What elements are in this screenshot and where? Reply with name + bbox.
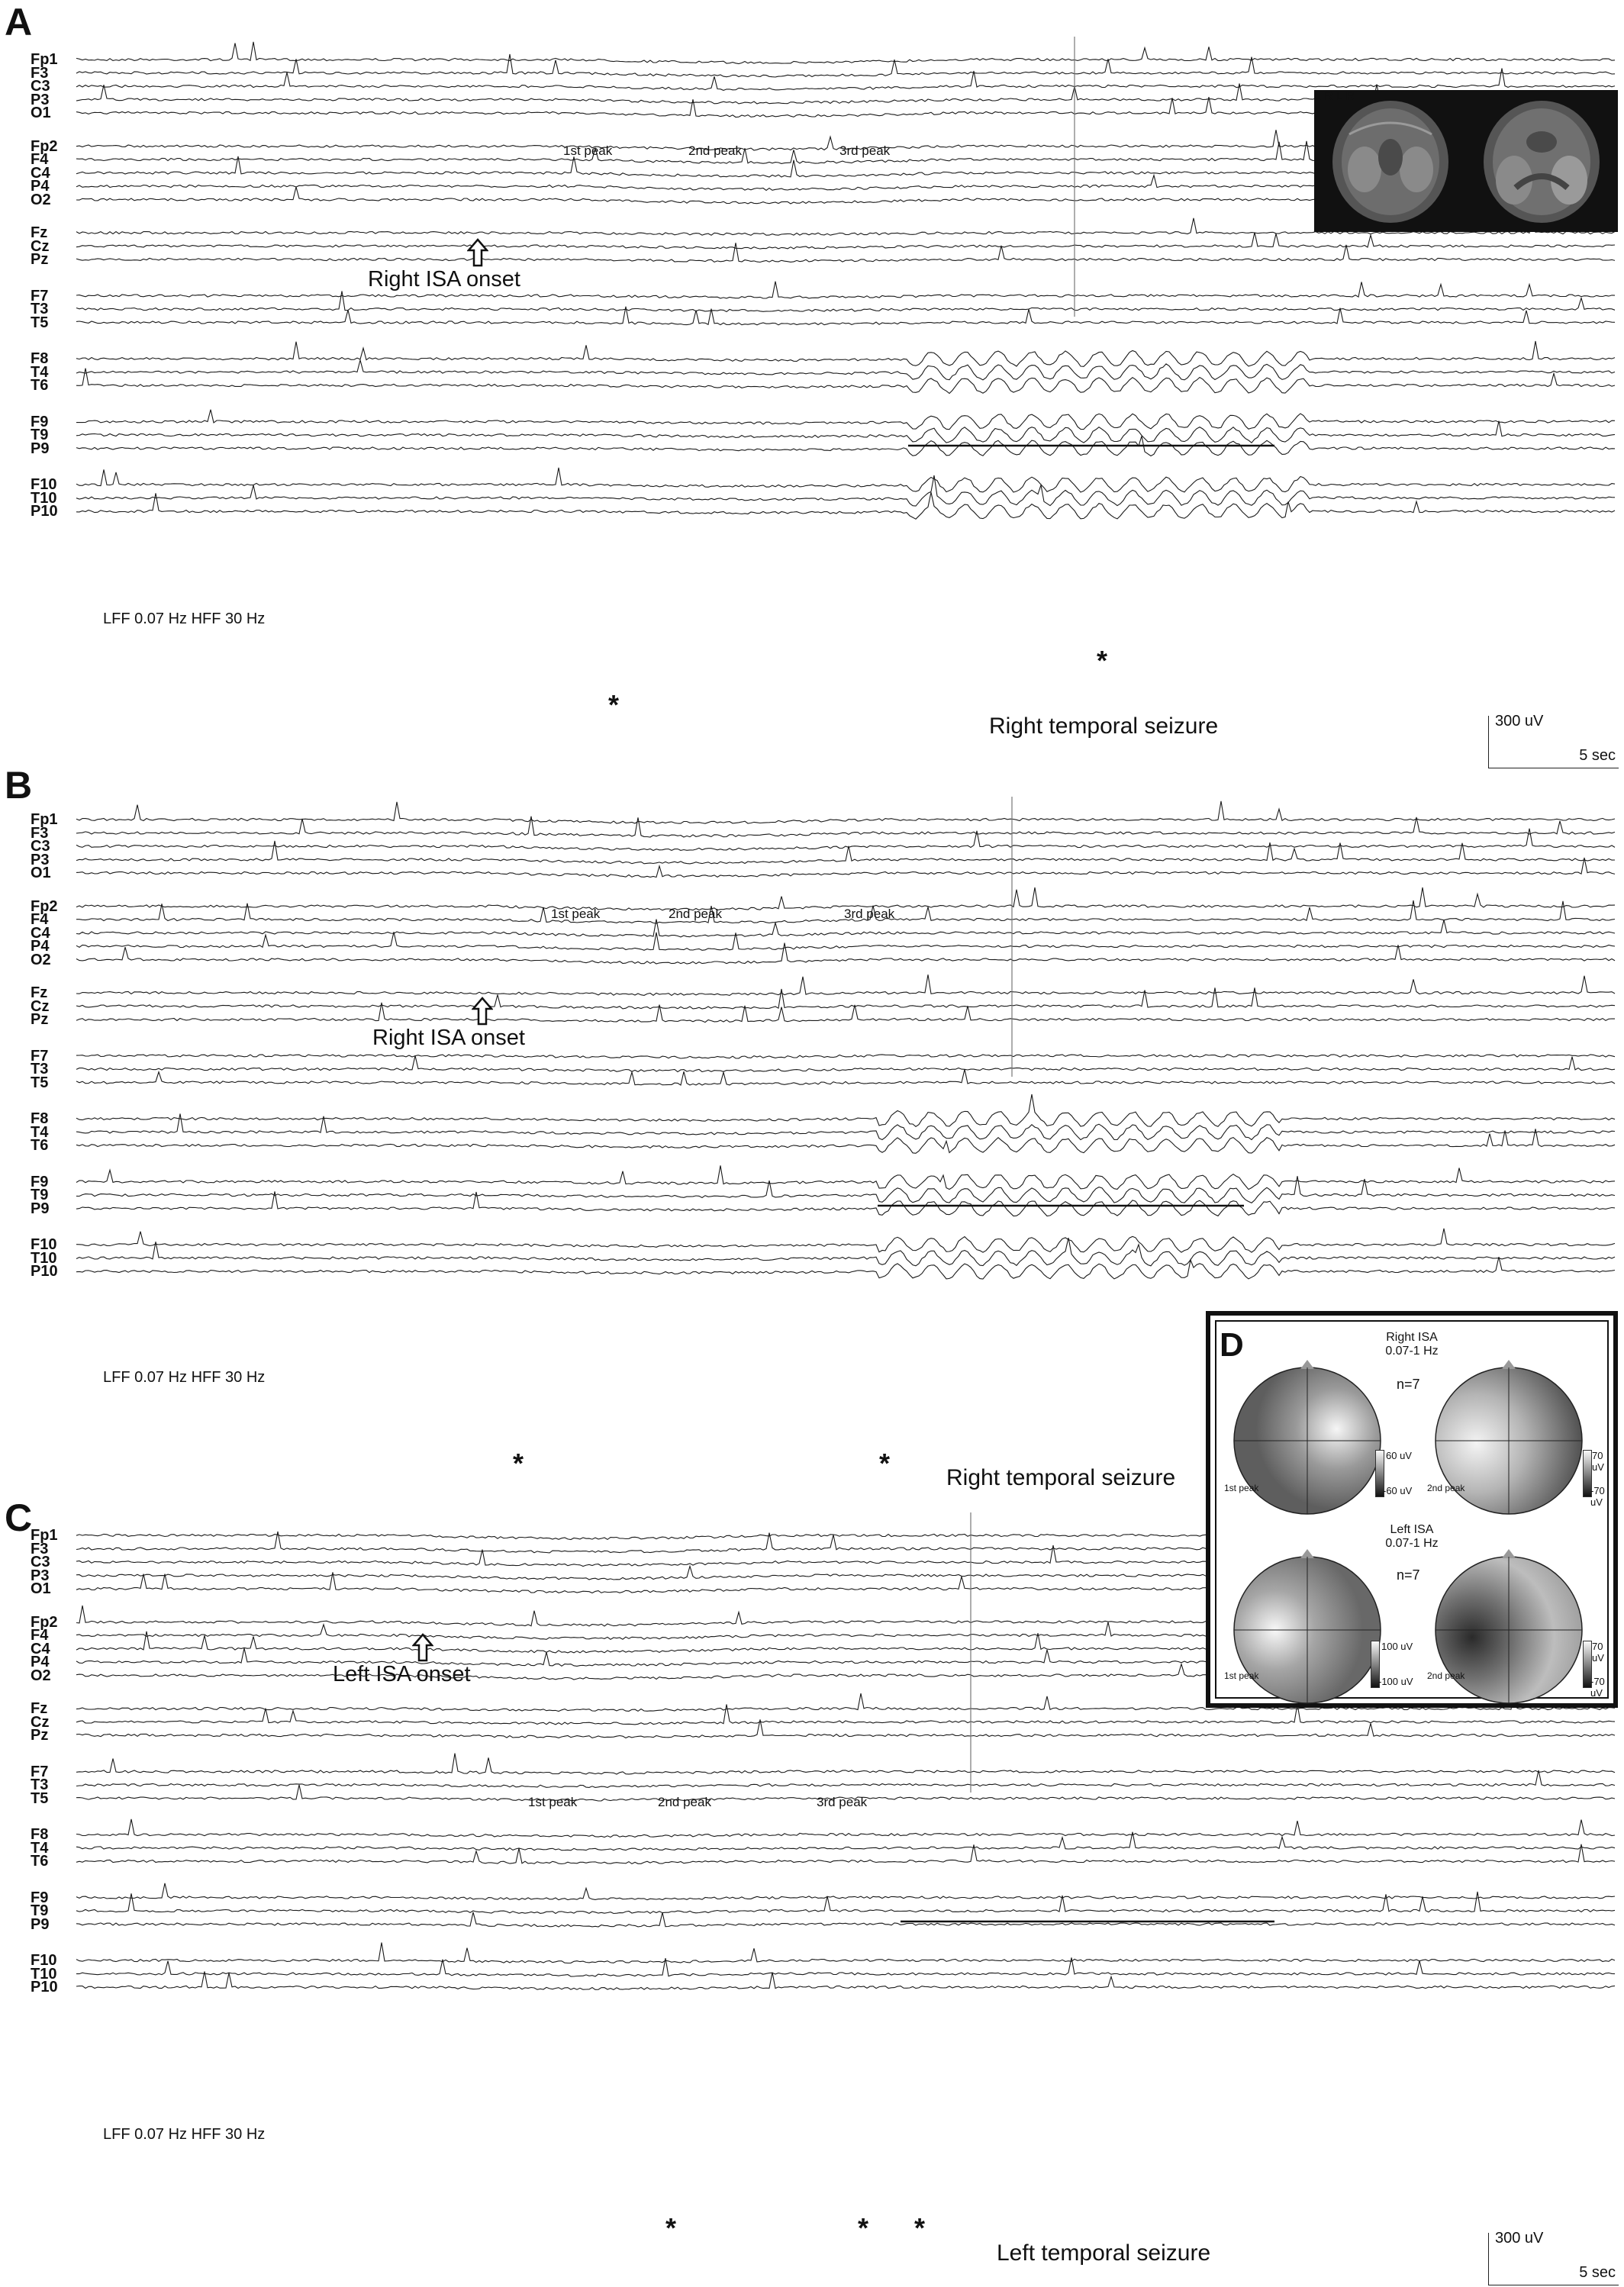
eeg-trace bbox=[76, 421, 1615, 443]
eeg-trace bbox=[76, 1943, 1615, 1963]
eeg-trace bbox=[76, 801, 1615, 823]
scale-time: 5 sec bbox=[1579, 2264, 1616, 2281]
channel-label: T3 bbox=[31, 1776, 49, 1793]
eeg-trace bbox=[76, 468, 1615, 492]
channel-label: T6 bbox=[31, 377, 49, 394]
channel-label: Fz bbox=[31, 1700, 48, 1717]
channel-label: Pz bbox=[31, 1011, 49, 1028]
eeg-trace bbox=[76, 42, 1615, 64]
peak-label-2: 2nd peak bbox=[669, 907, 722, 921]
scale-time: 5 sec bbox=[1579, 747, 1616, 764]
peak-label-2: 2nd peak bbox=[688, 143, 742, 158]
scale-bar bbox=[1488, 713, 1619, 768]
channel-label: Fp2 bbox=[31, 1613, 58, 1631]
up-arrow-icon bbox=[467, 238, 488, 267]
channel-label: T3 bbox=[31, 1061, 49, 1077]
colorbar-max: 60 uV bbox=[1386, 1450, 1412, 1461]
eeg-trace bbox=[76, 1912, 1615, 1927]
left-isa-label: Left ISA bbox=[1390, 1523, 1434, 1536]
onset-label: Left ISA onset bbox=[333, 1662, 471, 1686]
channel-label: T10 bbox=[31, 1249, 57, 1267]
asterisk-marker: * bbox=[1097, 645, 1108, 676]
channel-label: T3 bbox=[31, 301, 49, 317]
scale-bar bbox=[1488, 2230, 1619, 2285]
channel-label: T6 bbox=[31, 1137, 49, 1154]
right-isa-label: Right ISA bbox=[1386, 1331, 1438, 1344]
channel-label: T9 bbox=[31, 427, 49, 443]
colorbar-min: -70 uV bbox=[1590, 1676, 1605, 1699]
eeg-trace bbox=[76, 1754, 1615, 1774]
channel-label: F10 bbox=[31, 1236, 57, 1253]
panel-letter: D bbox=[1220, 1326, 1244, 1364]
channel-label: Pz bbox=[31, 251, 49, 268]
onset-label: Right ISA onset bbox=[368, 267, 520, 292]
channel-label: Fp2 bbox=[31, 897, 58, 915]
channel-label: Fp2 bbox=[31, 137, 58, 155]
eeg-trace bbox=[76, 1055, 1615, 1071]
channel-label: F4 bbox=[31, 151, 49, 168]
eeg-trace bbox=[76, 974, 1615, 995]
channel-label: F7 bbox=[31, 1047, 49, 1065]
channel-label: T5 bbox=[31, 314, 49, 331]
up-arrow-icon bbox=[412, 1633, 433, 1662]
channel-label: T9 bbox=[31, 1902, 49, 1919]
mri-right-marker: R bbox=[1323, 90, 1333, 103]
up-arrow-icon bbox=[472, 997, 493, 1026]
channel-label: O2 bbox=[31, 1667, 51, 1684]
channel-label: F3 bbox=[31, 64, 49, 82]
channel-label: F3 bbox=[31, 1540, 49, 1557]
second-peak-label: 2nd peak bbox=[1427, 1483, 1465, 1493]
eeg-trace bbox=[76, 1191, 1615, 1216]
channel-label: T4 bbox=[31, 1839, 49, 1857]
channel-label: C4 bbox=[31, 1640, 50, 1657]
channel-label: T9 bbox=[31, 1187, 49, 1203]
eeg-trace bbox=[76, 341, 1615, 366]
eeg-trace bbox=[76, 1770, 1615, 1788]
asterisk-marker: * bbox=[665, 2212, 677, 2244]
channel-label: P10 bbox=[31, 1979, 58, 1995]
left-isa-n: n=7 bbox=[1397, 1567, 1420, 1583]
channel-label: F4 bbox=[31, 911, 49, 928]
right-isa-title bbox=[1336, 1331, 1488, 1358]
colorbar-max: 70 uV bbox=[1592, 1641, 1604, 1664]
channel-label: F8 bbox=[31, 1110, 49, 1127]
peak-label-3: 3rd peak bbox=[844, 907, 895, 921]
channel-label: P4 bbox=[31, 938, 50, 955]
channel-label: P9 bbox=[31, 440, 50, 457]
channel-label: P4 bbox=[31, 178, 50, 195]
mri-inset bbox=[1314, 90, 1618, 232]
filter-settings: LFF 0.07 Hz HFF 30 Hz bbox=[103, 1369, 266, 1386]
channel-label: C4 bbox=[31, 164, 50, 182]
panel-letter: B bbox=[5, 764, 33, 807]
channel-label: Cz bbox=[31, 997, 50, 1015]
channel-label: Cz bbox=[31, 1713, 50, 1731]
channel-label: C3 bbox=[31, 838, 50, 855]
peak-label-1: 1st peak bbox=[563, 143, 613, 158]
asterisk-marker: * bbox=[858, 2212, 869, 2244]
colorbar-max: 70 uV bbox=[1592, 1450, 1604, 1473]
eeg-trace bbox=[76, 1069, 1615, 1085]
eeg-trace bbox=[76, 243, 1615, 262]
second-peak-label: 2nd peak bbox=[1427, 1670, 1465, 1681]
eeg-trace bbox=[76, 1257, 1615, 1279]
mri-left-marker: L bbox=[1314, 90, 1321, 103]
peak-label-2: 2nd peak bbox=[658, 1795, 711, 1809]
panel-letter: C bbox=[5, 1496, 33, 1539]
channel-label: F7 bbox=[31, 287, 49, 304]
eeg-trace bbox=[76, 841, 1615, 864]
mri-right-marker: R bbox=[1345, 90, 1355, 103]
eeg-trace bbox=[76, 492, 1615, 519]
channel-label: F8 bbox=[31, 350, 49, 367]
channel-label: O2 bbox=[31, 191, 51, 208]
asterisk-marker: * bbox=[608, 689, 620, 720]
channel-label: T5 bbox=[31, 1074, 49, 1091]
mri-slice-image bbox=[1470, 96, 1613, 226]
eeg-trace bbox=[76, 292, 1615, 312]
colorbar-min: -60 uV bbox=[1383, 1485, 1413, 1496]
onset-label: Right ISA onset bbox=[372, 1026, 525, 1050]
filter-settings: LFF 0.07 Hz HFF 30 Hz bbox=[103, 610, 266, 627]
peak-label-1: 1st peak bbox=[551, 907, 601, 921]
right-isa-n: n=7 bbox=[1397, 1377, 1420, 1392]
eeg-trace bbox=[76, 1165, 1615, 1189]
channel-label: O2 bbox=[31, 951, 51, 968]
eeg-trace bbox=[76, 920, 1615, 937]
eeg-trace bbox=[76, 1883, 1615, 1900]
channel-label: T10 bbox=[31, 1965, 57, 1983]
channel-label: P10 bbox=[31, 503, 58, 520]
eeg-trace bbox=[76, 932, 1615, 950]
channel-label: P9 bbox=[31, 1915, 50, 1933]
channel-label: F10 bbox=[31, 1952, 57, 1969]
seizure-caption: Left temporal seizure bbox=[997, 2240, 1211, 2266]
peak-label-1: 1st peak bbox=[528, 1795, 578, 1809]
channel-label: Pz bbox=[31, 1727, 49, 1744]
eeg-trace bbox=[76, 282, 1615, 298]
channel-label: Fz bbox=[31, 984, 48, 1001]
channel-label: O1 bbox=[31, 105, 51, 121]
colorbar-min: -100 uV bbox=[1378, 1676, 1413, 1687]
eeg-trace bbox=[76, 1229, 1615, 1252]
channel-label: F9 bbox=[31, 1889, 49, 1906]
mri-left-marker: L bbox=[1336, 90, 1343, 103]
eeg-trace bbox=[76, 987, 1615, 1009]
filter-settings: LFF 0.07 Hz HFF 30 Hz bbox=[103, 2126, 266, 2143]
channel-label: F10 bbox=[31, 476, 57, 493]
channel-label: O1 bbox=[31, 865, 51, 881]
eeg-trace bbox=[76, 475, 1615, 506]
channel-label: Cz bbox=[31, 237, 50, 255]
right-isa-band: 0.07-1 Hz bbox=[1385, 1345, 1439, 1358]
channel-label: F4 bbox=[31, 1627, 49, 1644]
eeg-trace bbox=[76, 360, 1615, 380]
mri-slice-image bbox=[1319, 96, 1462, 226]
asterisk-marker: * bbox=[914, 2212, 926, 2244]
channel-label: F8 bbox=[31, 1826, 49, 1843]
channel-label: O1 bbox=[31, 1580, 51, 1597]
channel-label: P3 bbox=[31, 1567, 50, 1584]
eeg-trace bbox=[76, 1094, 1615, 1126]
channel-label: Fz bbox=[31, 224, 48, 241]
asterisk-marker: * bbox=[879, 1448, 891, 1479]
peak-label-3: 3rd peak bbox=[839, 143, 891, 158]
channel-label: P4 bbox=[31, 1654, 50, 1670]
seizure-caption: Right temporal seizure bbox=[989, 713, 1219, 739]
eeg-trace bbox=[76, 69, 1615, 91]
first-peak-label: 1st peak bbox=[1224, 1483, 1259, 1493]
first-peak-label: 1st peak bbox=[1224, 1670, 1259, 1681]
scale-amplitude: 300 uV bbox=[1495, 713, 1544, 730]
channel-label: P3 bbox=[31, 91, 50, 108]
eeg-trace bbox=[76, 54, 1615, 77]
panel-a bbox=[0, 0, 1624, 763]
channel-label: F9 bbox=[31, 1173, 49, 1190]
eeg-trace bbox=[76, 1892, 1615, 1914]
eeg-trace bbox=[76, 1819, 1615, 1838]
colorbar-min: -70 uV bbox=[1590, 1485, 1605, 1508]
eeg-trace bbox=[76, 410, 1615, 430]
channel-label: Fp1 bbox=[31, 1527, 58, 1544]
channel-label: F7 bbox=[31, 1763, 49, 1780]
seizure-caption: Right temporal seizure bbox=[946, 1465, 1176, 1490]
channel-label: Fp1 bbox=[31, 51, 58, 68]
peak-label-3: 3rd peak bbox=[817, 1795, 868, 1809]
eeg-trace bbox=[76, 1176, 1615, 1203]
asterisk-marker: * bbox=[513, 1448, 524, 1479]
channel-label: T6 bbox=[31, 1853, 49, 1870]
channel-label: T5 bbox=[31, 1789, 49, 1807]
panel-letter: A bbox=[5, 1, 33, 43]
channel-label: P3 bbox=[31, 851, 50, 868]
channel-label: C4 bbox=[31, 924, 50, 942]
channel-label: C3 bbox=[31, 78, 50, 95]
channel-label: P9 bbox=[31, 1200, 50, 1217]
eeg-trace bbox=[76, 436, 1615, 456]
eeg-trace bbox=[76, 1003, 1615, 1023]
colorbar-max: 100 uV bbox=[1381, 1641, 1413, 1652]
channel-label: F3 bbox=[31, 824, 49, 842]
channel-label: P10 bbox=[31, 1263, 58, 1280]
channel-label: T10 bbox=[31, 489, 57, 507]
left-isa-band: 0.07-1 Hz bbox=[1385, 1537, 1439, 1550]
scale-amplitude: 300 uV bbox=[1495, 2230, 1544, 2247]
channel-label: C3 bbox=[31, 1554, 50, 1570]
channel-label: T4 bbox=[31, 1123, 49, 1141]
eeg-trace bbox=[76, 1055, 1615, 1058]
eeg-trace bbox=[76, 1238, 1615, 1266]
panel-d bbox=[1206, 1311, 1618, 1708]
eeg-trace bbox=[76, 829, 1615, 851]
channel-label: T4 bbox=[31, 363, 49, 381]
channel-label: Fp1 bbox=[31, 811, 58, 828]
channel-label: F9 bbox=[31, 413, 49, 430]
